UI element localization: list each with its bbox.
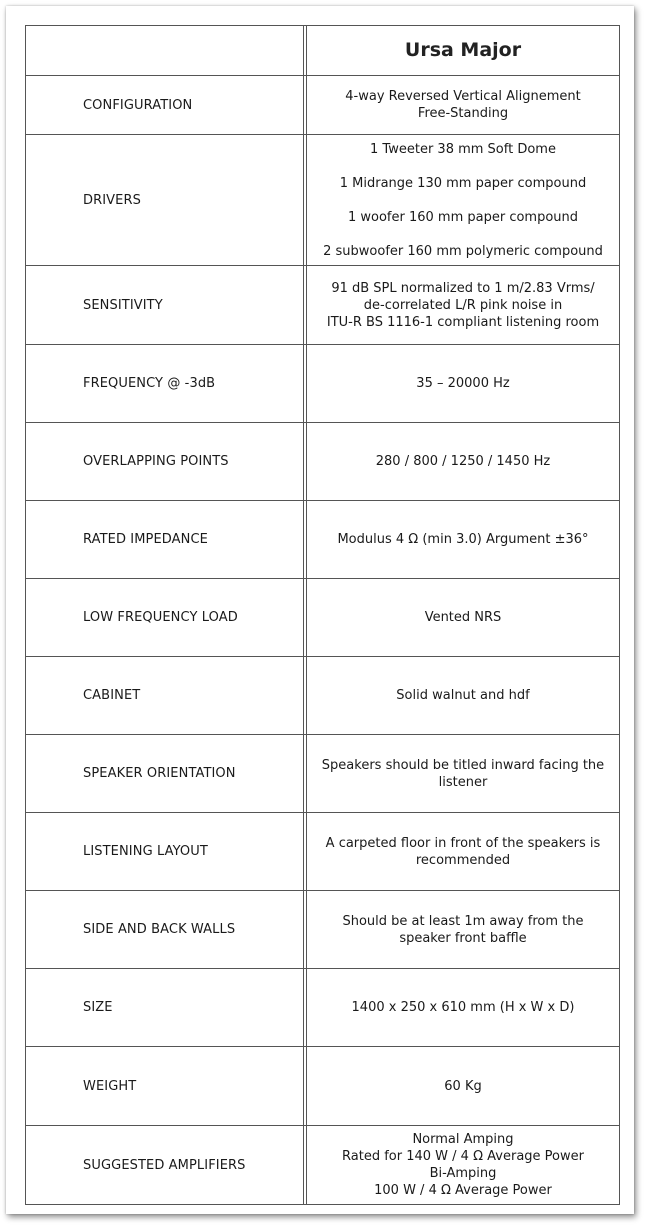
spec-value	[307, 813, 619, 890]
spec-value	[307, 135, 619, 265]
spec-value	[307, 345, 619, 422]
spec-value	[307, 735, 619, 812]
spec-row-suggested-amplifiers	[26, 1126, 619, 1204]
header-row	[26, 26, 619, 76]
spec-row-speaker-orientation	[26, 735, 619, 813]
spec-value	[307, 76, 619, 134]
spec-value-line: de-correlated L/R pink noise in	[363, 297, 563, 313]
spec-label: CABINET	[83, 688, 141, 703]
header-title-cell	[307, 26, 619, 75]
spec-row-overlapping-points	[26, 423, 619, 501]
spec-value-line: Solid walnut and hdf	[396, 688, 530, 703]
spec-value-line: Normal Amping	[412, 1132, 514, 1147]
spec-value-line: Speakers should be titled inward facing the	[321, 757, 605, 773]
spec-value-line: 4-way Reversed Vertical Alignement	[345, 89, 581, 104]
spec-label: CONFIGURATION	[83, 97, 193, 113]
spec-row-sensitivity	[26, 266, 619, 345]
spec-value-line: listener	[438, 774, 488, 790]
spec-value-line: 1400 x 250 x 610 mm (H x W x D)	[351, 1000, 575, 1015]
spec-value-line: 280 / 800 / 1250 / 1450 Hz	[375, 454, 551, 469]
spec-value-line: 2 subwoofer 160 mm polymeric compound	[323, 244, 603, 259]
spec-value-line: 35 – 20000 Hz	[416, 376, 510, 391]
spec-value-line: Vented NRS	[424, 610, 502, 625]
spec-value	[307, 1047, 619, 1125]
spec-value-line: 60 Kg	[444, 1078, 482, 1094]
spec-row-size	[26, 969, 619, 1047]
product-title: Ursa Major	[404, 39, 522, 61]
spec-value-line: recommended	[415, 852, 511, 868]
spec-value-line: A carpeted floor in front of the speakers is	[325, 835, 601, 851]
spec-label: DRIVERS	[83, 192, 141, 208]
spec-value-line: 91 dB SPL normalized to 1 m/2.83 Vrms/	[331, 280, 595, 296]
spec-row-drivers	[26, 135, 619, 266]
spec-value	[307, 969, 619, 1046]
spec-row-low-frequency-load	[26, 579, 619, 657]
spec-row-cabinet	[26, 657, 619, 735]
spec-label: RATED IMPEDANCE	[83, 532, 208, 547]
spec-value	[307, 1126, 619, 1204]
spec-value	[307, 891, 619, 968]
spec-value-line: 100 W / 4 Ω Average Power	[374, 1183, 552, 1198]
spec-label: SPEAKER ORIENTATION	[83, 766, 236, 781]
spec-row-weight	[26, 1047, 619, 1126]
spec-value-line: speaker front baffle	[399, 930, 527, 946]
spec-table	[25, 25, 620, 1205]
spec-value-line: ITU-R BS 1116-1 compliant listening room	[326, 314, 600, 330]
spec-row-frequency	[26, 345, 619, 423]
spec-row-configuration	[26, 76, 619, 135]
spec-value-line: 1 Tweeter 38 mm Soft Dome	[370, 142, 556, 157]
spec-value-line: Rated for 140 W / 4 Ω Average Power	[342, 1149, 584, 1164]
spec-value-line: Modulus 4 Ω (min 3.0) Argument ±36°	[337, 532, 589, 547]
spec-row-rated-impedance	[26, 501, 619, 579]
header-empty-cell	[26, 26, 303, 75]
spec-value-line: 1 woofer 160 mm paper compound	[347, 210, 579, 225]
spec-row-side-and-back-walls	[26, 891, 619, 969]
spec-value	[307, 501, 619, 578]
spec-value-line: 1 Midrange 130 mm paper compound	[339, 176, 587, 191]
document-sheet	[6, 6, 634, 1214]
spec-label: LISTENING LAYOUT	[83, 844, 208, 859]
spec-row-listening-layout	[26, 813, 619, 891]
spec-value	[307, 657, 619, 734]
spec-value	[307, 579, 619, 656]
spec-value-line: Bi-Amping	[429, 1166, 497, 1181]
spec-label: SIZE	[83, 1000, 113, 1015]
spec-label: SUGGESTED AMPLIFIERS	[83, 1157, 246, 1173]
spec-value-line: Should be at least 1m away from the	[342, 913, 584, 929]
spec-label: FREQUENCY @ -3dB	[83, 376, 216, 391]
spec-value	[307, 266, 619, 344]
spec-label: LOW FREQUENCY LOAD	[83, 610, 238, 625]
spec-label: OVERLAPPING POINTS	[83, 454, 229, 469]
spec-value	[307, 423, 619, 500]
spec-value-line: Free-Standing	[417, 106, 509, 121]
spec-label: SENSITIVITY	[83, 297, 163, 313]
spec-label: SIDE AND BACK WALLS	[83, 922, 236, 937]
spec-label: WEIGHT	[83, 1078, 137, 1094]
